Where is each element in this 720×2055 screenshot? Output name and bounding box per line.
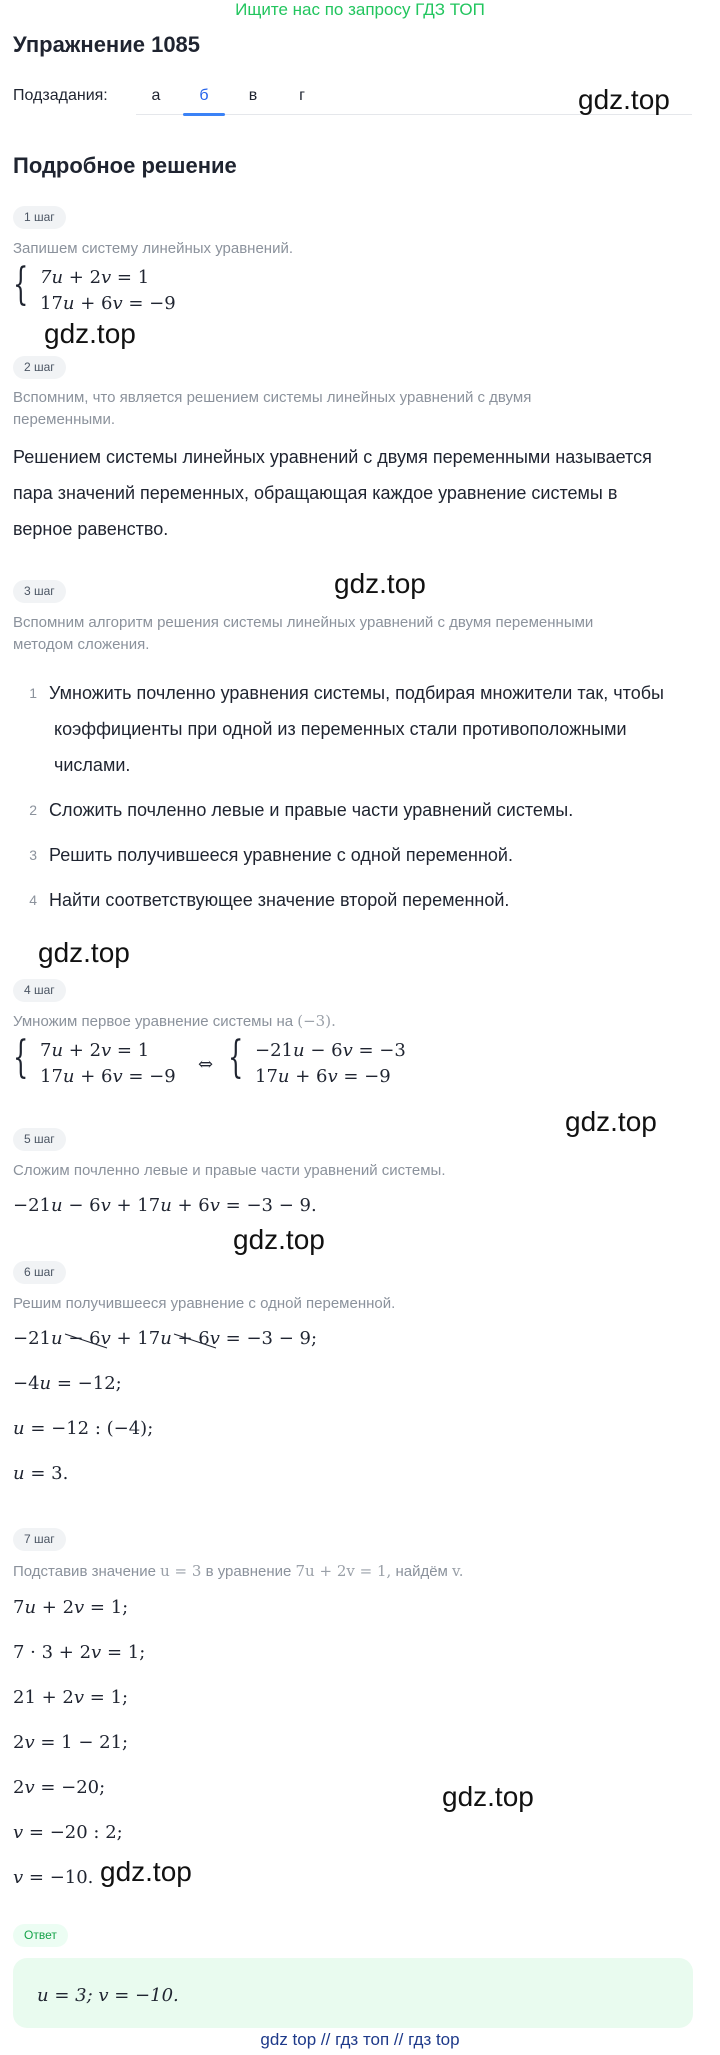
- step-badge: 1 шаг: [13, 206, 66, 229]
- equation: 2v = −20;: [13, 1777, 106, 1798]
- step-hint: методом сложения.: [13, 636, 150, 653]
- list-item-number: 2: [29, 802, 37, 818]
- watermark: gdz.top: [44, 318, 136, 349]
- equation: 17u + 6v = −9: [255, 1066, 391, 1087]
- equation: u = 3.: [13, 1463, 69, 1484]
- step-badge: 7 шаг: [13, 1528, 66, 1551]
- equation: 21 + 2v = 1;: [13, 1687, 129, 1708]
- step-badge: 4 шаг: [13, 979, 66, 1002]
- watermark: gdz.top: [578, 84, 670, 115]
- step-badge: 3 шаг: [13, 580, 66, 603]
- equation: v = −20 : 2;: [13, 1822, 123, 1843]
- watermark: gdz.top: [565, 1106, 657, 1137]
- definition-text: пара значений переменных, обращающая каждое уравнение системы в: [13, 483, 618, 503]
- page-title: Упражнение 1085: [13, 32, 201, 57]
- tab-a[interactable]: а: [151, 87, 161, 104]
- definition-text: Решением системы линейных уравнений с двумя переменными называется: [13, 447, 652, 467]
- step-hint: Решим получившееся уравнение с одной переменной.: [13, 1295, 396, 1312]
- equation: −21u − 6v + 17u + 6v = −3 − 9.: [13, 1195, 317, 1216]
- equation: 7u + 2v = 1;: [13, 1597, 129, 1618]
- tab-v[interactable]: в: [248, 87, 258, 104]
- step-hint: Вспомним алгоритм решения системы линейных уравнений с двумя переменными: [13, 614, 594, 631]
- equation: 7 · 3 + 2v = 1;: [13, 1642, 146, 1663]
- solution-title: Подробное решение: [13, 153, 237, 178]
- watermark: gdz.top: [334, 568, 426, 599]
- step-hint: [13, 1560, 464, 1583]
- watermark: gdz.top: [442, 1781, 534, 1812]
- answer-text: u = 3; v = −10.: [37, 1985, 179, 2006]
- step-badge: 5 шаг: [13, 1128, 66, 1151]
- list-item: Умножить почленно уравнения системы, подбирая множители так, чтобы: [49, 683, 664, 703]
- equation: −21u − 6v + 17u + 6v = −3 − 9;: [13, 1328, 318, 1349]
- step-hint-text: найдём: [395, 1563, 448, 1580]
- equation: 7u + 2v = 1: [40, 1040, 150, 1061]
- step-hint-text: Подставив значение: [13, 1563, 156, 1580]
- promo-banner[interactable]: Ищите нас по запросу ГДЗ ТОП: [235, 0, 485, 19]
- equation: −21u − 6v = −3: [255, 1040, 406, 1061]
- step-hint-math: v.: [452, 1562, 464, 1580]
- list-item-number: 4: [29, 892, 37, 908]
- list-item: Сложить почленно левые и правые части уравнений системы.: [49, 800, 574, 820]
- equation: 17u + 6v = −9: [40, 293, 176, 314]
- answer-badge: Ответ: [13, 1924, 68, 1947]
- equivalence-arrow: ⇔: [198, 1054, 214, 1075]
- step-hint-math: 7u + 2v = 1,: [295, 1562, 392, 1580]
- step-hint-text: Умножим первое уравнение системы на: [13, 1013, 294, 1030]
- equation: 17u + 6v = −9: [40, 1066, 176, 1087]
- step-hint: Запишем систему линейных уравнений.: [13, 240, 294, 257]
- step-hint-text: в уравнение: [205, 1563, 292, 1580]
- step-hint-math: u = 3: [160, 1562, 202, 1580]
- step-hint: Вспомним, что является решением системы линейных уравнений с двумя: [13, 389, 532, 406]
- definition-text: верное равенство.: [13, 519, 169, 539]
- step-hint: [13, 1010, 336, 1033]
- watermark: gdz.top: [233, 1224, 325, 1255]
- step-hint-math: (−3).: [297, 1012, 336, 1030]
- list-item: коэффициенты при одной из переменных стали противоположными: [54, 719, 627, 739]
- watermark: gdz.top: [100, 1856, 192, 1887]
- list-item-number: 1: [29, 685, 37, 701]
- list-item: числами.: [54, 755, 131, 775]
- equation: v = −10.: [13, 1867, 94, 1888]
- equation: 2v = 1 − 21;: [13, 1732, 129, 1753]
- step-hint: переменными.: [13, 411, 116, 428]
- equation: −4u = −12;: [13, 1373, 122, 1394]
- active-tab-indicator: [183, 113, 225, 116]
- list-item: Решить получившееся уравнение с одной переменной.: [49, 845, 513, 865]
- list-item-number: 3: [29, 847, 37, 863]
- watermark: gdz.top: [38, 937, 130, 968]
- subtasks-label: Подзадания:: [13, 87, 108, 104]
- system-brace: {: [13, 259, 29, 310]
- equation: 7u + 2v = 1: [40, 267, 150, 288]
- list-item: Найти соответствующее значение второй переменной.: [49, 890, 510, 910]
- equation: u = −12 : (−4);: [13, 1418, 154, 1439]
- step-badge: 6 шаг: [13, 1261, 66, 1284]
- step-badge: 2 шаг: [13, 356, 66, 379]
- system-brace: {: [228, 1032, 244, 1083]
- footer-links[interactable]: gdz top // гдз топ // гдз top: [260, 2030, 460, 2049]
- tab-g[interactable]: г: [299, 87, 305, 104]
- system-brace: {: [13, 1032, 29, 1083]
- tab-b[interactable]: б: [199, 87, 209, 104]
- step-hint: Сложим почленно левые и правые части уравнений системы.: [13, 1162, 446, 1179]
